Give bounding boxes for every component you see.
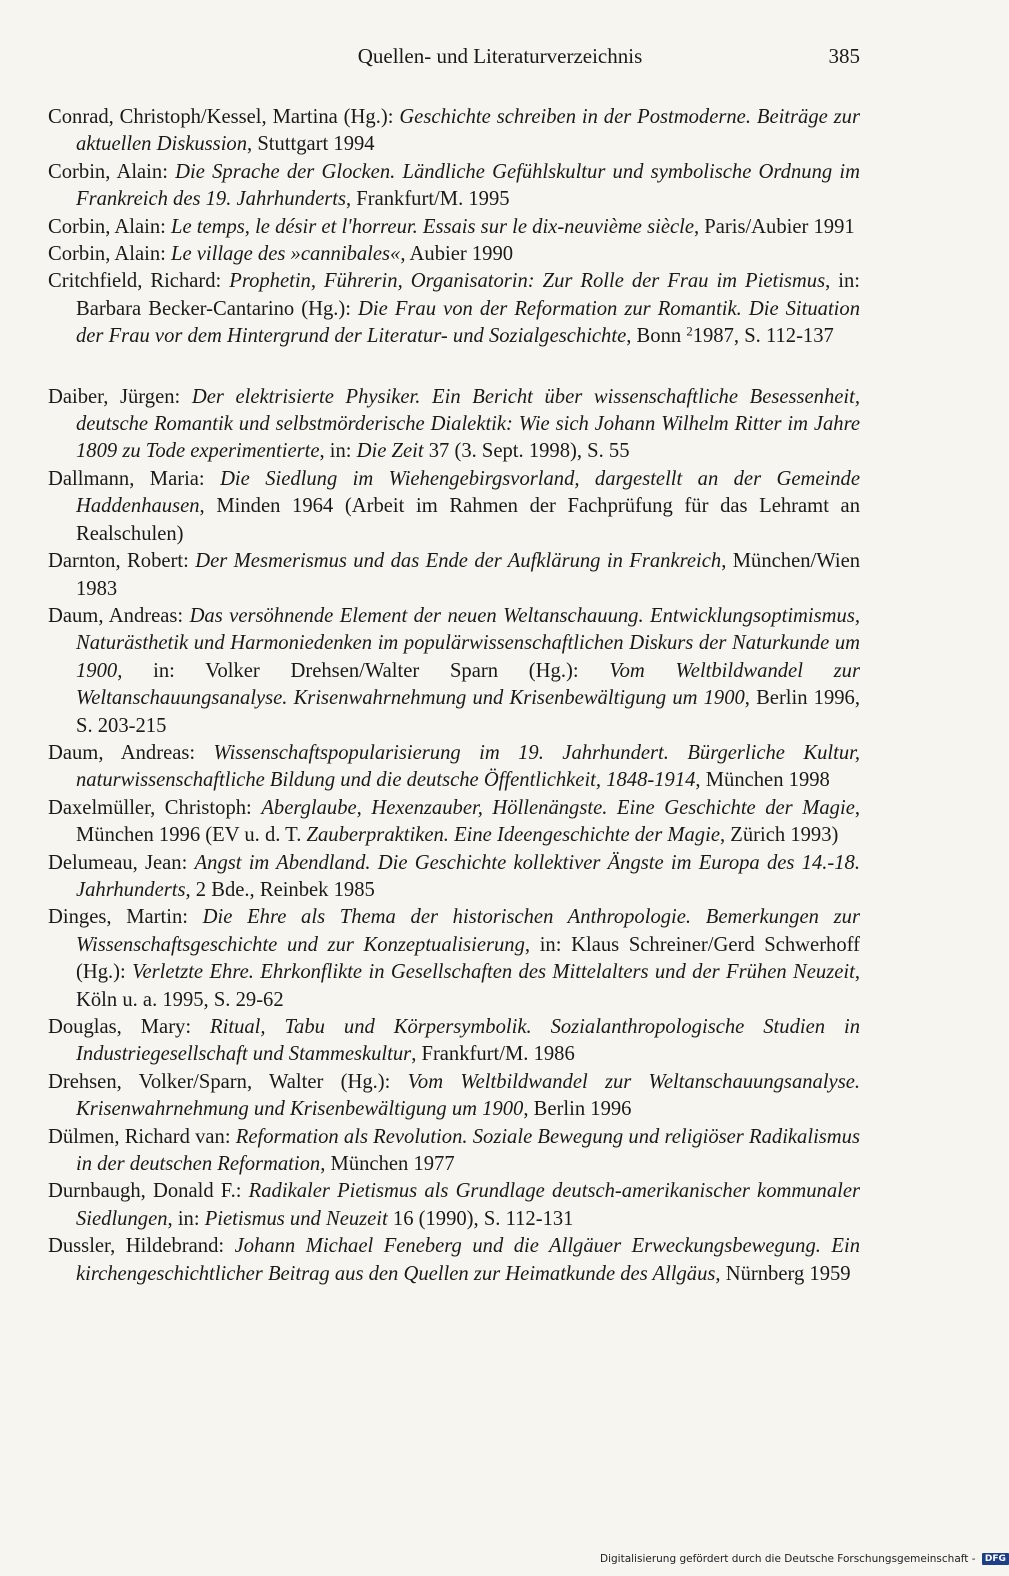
entry-title: Vom Weltbildwandel zur Weltanschauungsanalyse. Krisenwahrnehmung und Krisenbewältigung um 1900 <box>76 659 860 710</box>
entry-text: 37 (3. Sept. 1998), S. 55 <box>423 440 630 463</box>
entry-text: Daxelmüller, Christoph: <box>48 796 262 819</box>
bibliography-entry <box>48 159 860 214</box>
entry-text: Corbin, Alain: <box>48 160 176 183</box>
entry-text: , Frankfurt/M. 1995 <box>345 188 510 211</box>
bibliography-entry <box>48 548 860 603</box>
bibliography-entry <box>48 795 860 850</box>
entry-title: Ritual, Tabu und Körpersymbolik. Sozialanthropologische Studien in Industriegesellschaft und Stammeskultur <box>76 1016 861 1066</box>
entry-text: Dallmann, Maria: <box>48 467 221 490</box>
bibliography-list <box>48 104 860 1288</box>
entry-title: Vom Weltbildwandel zur Weltanschauungsanalyse. Krisenwahrnehmung und Krisenbewältigung um 1900 <box>76 1070 861 1121</box>
entry-title: Die Ehre als Thema der historischen Anthropologie. Bemerkungen zur Wissenschaftsgeschichte und zur Konzeptualisierung <box>76 906 860 956</box>
bibliography-entry <box>48 1178 860 1233</box>
entry-text: Daum, Andreas: <box>48 604 190 627</box>
entry-text: Dussler, Hildebrand: <box>48 1235 235 1258</box>
bibliography-entry <box>48 214 860 241</box>
entry-text: Douglas, Mary: <box>48 1016 211 1038</box>
entry-title: Radikaler Pietismus als Grundlage deutsch-amerikanischer kommunaler Siedlungen <box>76 1180 860 1230</box>
entry-text: , Frankfurt/M. 1986 <box>411 1043 575 1066</box>
entry-text: , München 1996 (EV u. d. T. <box>76 796 860 847</box>
entry-text: , Aubier 1990 <box>400 243 514 266</box>
entry-title: Reformation als Revolution. Soziale Bewegung und religiöser Radikalismus in der deutschen Reformation <box>76 1125 860 1176</box>
edition-superscript: 2 <box>686 324 693 339</box>
entry-text: , Minden 1964 (Arbeit im Rahmen der Fachprüfung für das Lehramt an Realschulen) <box>76 495 860 545</box>
bibliography-entry <box>48 850 860 905</box>
entry-text: Drehsen, Volker/Sparn, Walter (Hg.): <box>48 1070 408 1093</box>
entry-text: , in: <box>167 1207 205 1230</box>
entry-text: Corbin, Alain: <box>48 243 171 266</box>
entry-text: , Berlin 1996, S. 203-215 <box>76 687 860 737</box>
entry-text: Dinges, Martin: <box>48 906 203 929</box>
entry-text: , Zürich 1993) <box>719 824 839 847</box>
bibliography-entry <box>48 384 860 466</box>
entry-title: Die Sprache der Glocken. Ländliche Gefühlskultur und symbolische Ordnung im Frankreich des 19. Jahrhunderts <box>76 160 860 211</box>
bibliography-entry <box>48 268 860 350</box>
entry-text: , Paris/Aubier 1991 <box>693 215 855 238</box>
entry-text: , Berlin 1996 <box>523 1098 632 1121</box>
digitization-footer <box>600 1553 1006 1571</box>
entry-title: Die Zeit <box>356 440 424 463</box>
entry-text: Delumeau, Jean: <box>48 851 195 874</box>
entry-text: , Nürnberg 1959 <box>715 1262 851 1285</box>
entry-title: Wissenschaftspopularisierung im 19. Jahrhundert. Bürgerliche Kultur, naturwissenschaftliche Bildung und die deutsche Öffentlichkeit, 1848-1914 <box>76 741 860 792</box>
entry-text: , in: Klaus Schreiner/Gerd Schwerhoff (Hg.): <box>76 933 860 984</box>
letter-group-gap <box>48 351 860 384</box>
entry-text: , Köln u. a. 1995, S. 29-62 <box>76 961 860 1011</box>
entry-text: , Stuttgart 1994 <box>247 133 375 156</box>
entry-text: , in: Volker Drehsen/Walter Sparn (Hg.): <box>117 659 610 682</box>
entry-text: , München/Wien 1983 <box>76 550 861 600</box>
bibliography-entry <box>48 104 860 159</box>
entry-title: Die Siedlung im Wiehengebirgsvorland, dargestellt an der Gemeinde Haddenhausen <box>76 467 860 518</box>
entry-title: Der elektrisierte Physiker. Ein Bericht über wissenschaftliche Besessenheit, deutsche Romantik und selbstmörderische Dialektik: Wie sich Johann Wilhelm Ritter im Jahre 1809 zu Tode experimentierte <box>76 385 860 463</box>
entry-text: Critchfield, Richard: <box>48 270 230 293</box>
bibliography-entry <box>48 740 860 795</box>
bibliography-entry <box>48 1124 860 1179</box>
entry-title: Prophetin, Führerin, Organisatorin: Zur Rolle der Frau im Pietismus <box>229 270 826 293</box>
bibliography-entry <box>48 466 860 548</box>
running-head <box>0 40 1000 74</box>
entry-text: 16 (1990), S. 112-131 <box>387 1207 574 1230</box>
bibliography-entry <box>48 1233 860 1288</box>
bibliography-entry <box>48 603 860 740</box>
entry-text: 1987, S. 112-137 <box>692 325 834 348</box>
entry-title: Le temps, le désir et l'horreur. Essais sur le dix-neuvième siècle <box>171 215 694 238</box>
entry-text: Darnton, Robert: <box>48 550 196 573</box>
entry-title: Der Mesmerismus und das Ende der Aufklärung in Frankreich <box>195 550 722 573</box>
entry-text: Conrad, Christoph/Kessel, Martina (Hg.): <box>48 106 400 128</box>
entry-text: , Bonn <box>626 325 687 348</box>
entry-text: Daiber, Jürgen: <box>48 385 192 408</box>
dfg-logo: DFG <box>982 1553 1009 1565</box>
entry-title: Verletzte Ehre. Ehrkonflikte in Gesellschaften des Mittelalters und der Frühen Neuzeit <box>132 961 855 984</box>
entry-text: , 2 Bde., Reinbek 1985 <box>185 878 375 901</box>
entry-title: Geschichte schreiben in der Postmoderne. Beiträge zur aktuellen Diskussion <box>76 106 860 156</box>
entry-title: Johann Michael Feneberg und die Allgäuer Erweckungsbewegung. Ein kirchengeschichtlicher Beitrag aus den Quellen zur Heimatkunde des Allgäus <box>76 1235 860 1285</box>
entry-title: Das versöhnende Element der neuen Weltanschauung. Entwicklungsoptimismus, Naturästhetik und Harmoniedenken im populärwissenschaftlichen Diskurs der Naturkunde um 1900 <box>76 604 860 682</box>
entry-title: Le village des »cannibales« <box>171 243 401 266</box>
running-title: Quellen- und Literaturverzeichnis <box>357 44 643 68</box>
bibliography-entry <box>48 1014 860 1069</box>
entry-text: Corbin, Alain: <box>48 215 171 238</box>
entry-text: , München 1977 <box>320 1153 455 1176</box>
entry-title: Aberglaube, Hexenzauber, Höllenängste. Eine Geschichte der Magie <box>261 796 855 819</box>
bibliography-entry <box>48 1069 860 1124</box>
entry-title: Die Frau von der Reformation zur Romantik. Die Situation der Frau vor dem Hintergrund der Literatur- und Sozialgeschichte <box>76 297 860 348</box>
entry-text: Dülmen, Richard van: <box>48 1125 236 1148</box>
entry-title: Zauberpraktiken. Eine Ideengeschichte der Magie <box>306 824 720 847</box>
entry-text: , in: Barbara Becker-Cantarino (Hg.): <box>76 270 860 320</box>
footer-text: Digitalisierung gefördert durch die Deutsche Forschungsgemeinschaft - <box>600 1553 976 1565</box>
bibliography-entry <box>48 904 860 1014</box>
page-number: 385 <box>828 44 860 68</box>
entry-text: Durnbaugh, Donald F.: <box>48 1180 249 1203</box>
entry-text: , München 1998 <box>695 769 830 792</box>
bibliography-entry <box>48 241 860 268</box>
entry-title: Angst im Abendland. Die Geschichte kollektiver Ängste im Europa des 14.-18. Jahrhunderts <box>76 851 860 901</box>
entry-title: Pietismus und Neuzeit <box>204 1207 388 1230</box>
entry-text: Daum, Andreas: <box>48 741 214 764</box>
entry-text: , in: <box>319 440 357 463</box>
